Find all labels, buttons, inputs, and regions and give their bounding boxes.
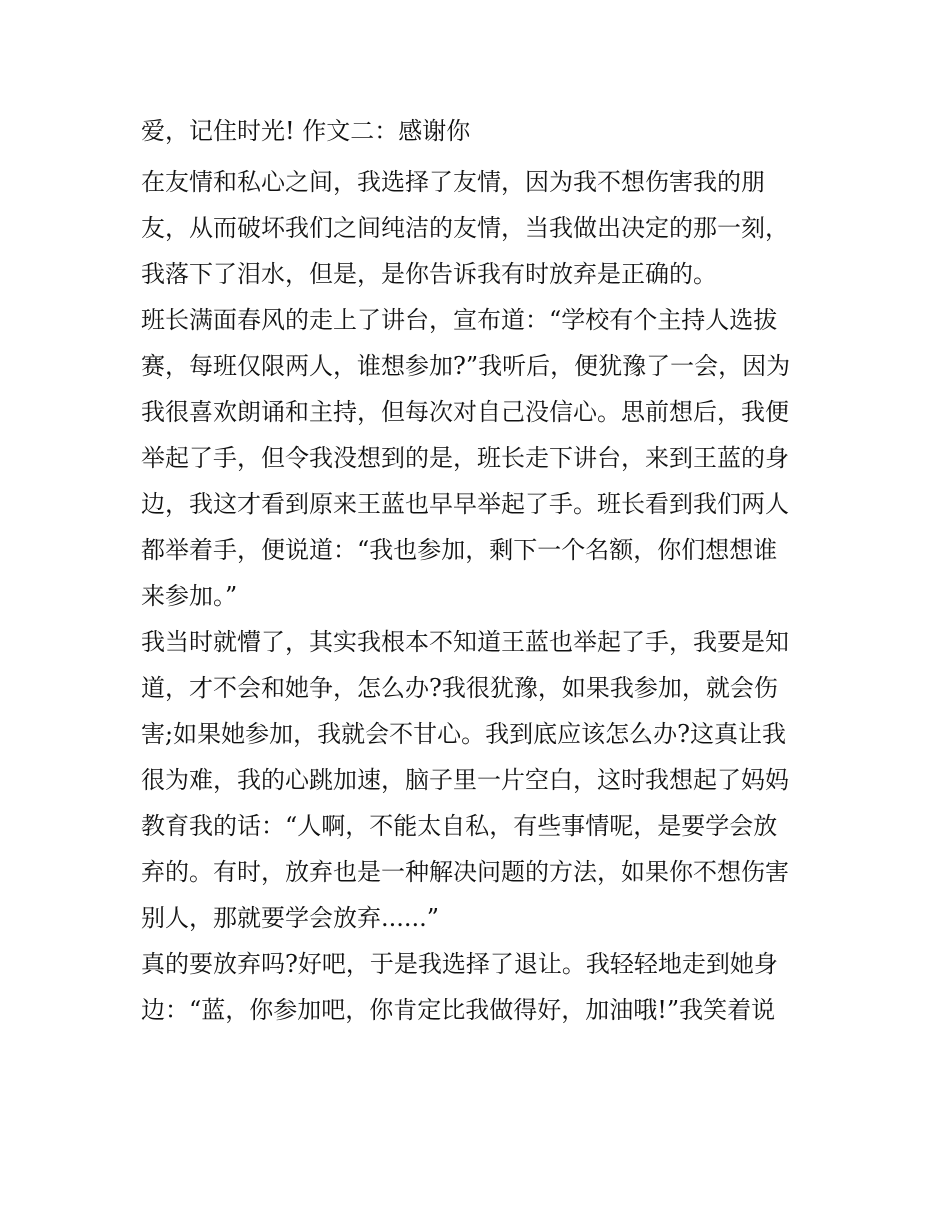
- text-line: 在友情和私心之间，我选择了友情，因为我不想伤害我的朋: [141, 168, 765, 196]
- text-line-title: 爱，记住时光! 作文二：感谢你: [141, 117, 471, 145]
- text-line: 弃的。有时，放弃也是一种解决问题的方法，如果你不想伤害: [141, 858, 789, 886]
- text-line: 我落下了泪水，但是，是你告诉我有时放弃是正确的。: [141, 260, 717, 288]
- text-line: 道，才不会和她争，怎么办?我很犹豫，如果我参加，就会伤: [141, 674, 778, 702]
- essay-text: [141, 108, 816, 1033]
- text-line: 很为难，我的心跳加速，脑子里一片空白，这时我想起了妈妈: [141, 766, 789, 794]
- text-line: 教育我的话：“人啊，不能太自私，有些事情呢，是要学会放: [141, 812, 778, 840]
- text-line: 害;如果她参加，我就会不甘心。我到底应该怎么办?这真让我: [141, 720, 786, 748]
- text-line: 班长满面春风的走上了讲台，宣布道：“学校有个主持人选拔: [141, 306, 778, 334]
- text-line: 真的要放弃吗?好吧，于是我选择了退让。我轻轻地走到她身: [141, 950, 778, 978]
- text-line: 别人，那就要学会放弃......”: [141, 904, 440, 932]
- text-line: 友，从而破坏我们之间纯洁的友情，当我做出决定的那一刻，: [141, 214, 789, 242]
- text-line: 边，我这才看到原来王蓝也早早举起了手。班长看到我们两人: [141, 490, 789, 518]
- text-line: 我很喜欢朗诵和主持，但每次对自己没信心。思前想后，我便: [141, 398, 789, 426]
- text-line: 边：“蓝，你参加吧，你肯定比我做得好，加油哦!”我笑着说: [141, 996, 776, 1024]
- text-line: 赛，每班仅限两人，谁想参加?”我听后，便犹豫了一会，因为: [141, 352, 791, 380]
- text-line: 都举着手，便说道：“我也参加，剩下一个名额，你们想想谁: [141, 536, 778, 564]
- text-line: 来参加。”: [141, 582, 238, 610]
- text-line: 举起了手，但令我没想到的是，班长走下讲台，来到王蓝的身: [141, 444, 789, 472]
- text-line: 我当时就懵了，其实我根本不知道王蓝也举起了手，我要是知: [141, 628, 789, 656]
